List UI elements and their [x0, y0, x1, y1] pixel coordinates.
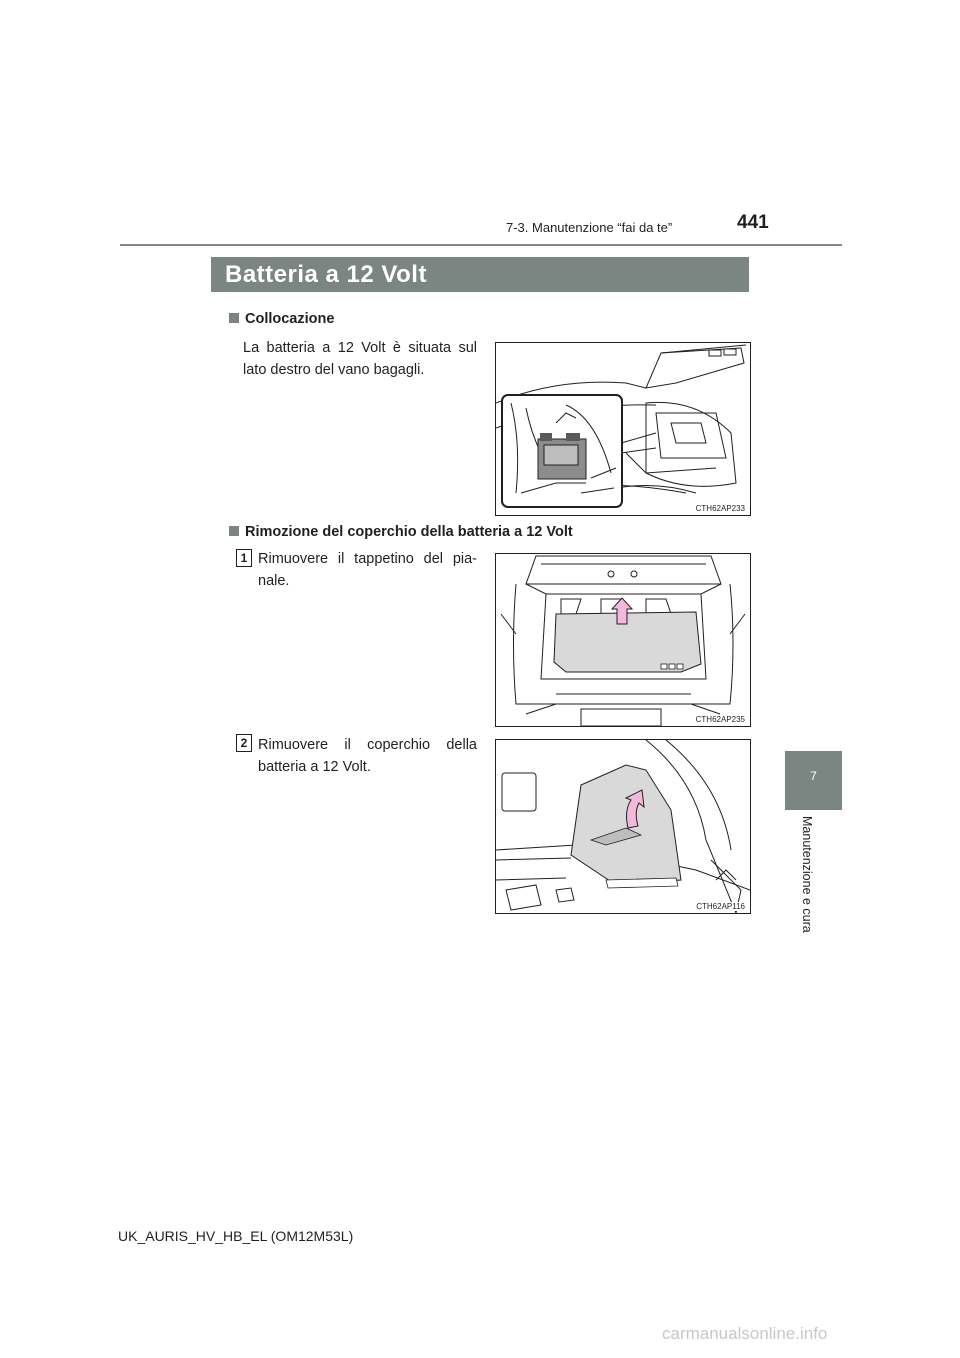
page-title: Batteria a 12 Volt	[225, 261, 427, 288]
figure-code: CTH62AP116	[696, 902, 745, 911]
location-text: La batteria a 12 Volt è situata sul lato destro del vano bagagli.	[243, 340, 477, 378]
figure-battery-location	[495, 342, 751, 516]
header-divider	[120, 244, 842, 246]
subheading-removal	[229, 524, 573, 540]
trunk-rear-view-illustration	[496, 554, 750, 726]
step-1-badge: 1	[236, 549, 252, 567]
section-title: 7-3. Manutenzione “fai da te”	[506, 220, 673, 235]
battery-cover-illustration	[496, 740, 750, 913]
subheading-location-text: Collocazione	[245, 311, 335, 327]
step-2-badge: 2	[236, 734, 252, 752]
figure-floor-mat	[495, 553, 751, 727]
inset-battery-detail	[502, 395, 622, 507]
chapter-label: Manutenzione e cura	[800, 816, 814, 933]
figure-battery-cover	[495, 739, 751, 914]
step-1-text: Rimuovere il tappetino del pia-nale.	[258, 551, 477, 589]
watermark: carmanualsonline.info	[662, 1324, 828, 1343]
page-title-bar	[211, 257, 749, 292]
step-2-text: Rimuovere il coperchio della batteria a 12 Volt.	[258, 737, 477, 775]
figure-code: CTH62AP235	[695, 715, 745, 724]
square-bullet-icon	[229, 313, 239, 323]
subheading-removal-text: Rimozione del coperchio della batteria a 12 Volt	[245, 524, 573, 540]
square-bullet-icon	[229, 526, 239, 536]
subheading-location	[229, 311, 334, 327]
figure-code: CTH62AP233	[695, 504, 745, 513]
page-number: 441	[737, 212, 769, 233]
chapter-number: 7	[810, 769, 817, 783]
document-code: UK_AURIS_HV_HB_EL (OM12M53L)	[118, 1228, 354, 1244]
car-trunk-open-illustration	[496, 343, 750, 515]
chapter-tab[interactable]	[785, 751, 842, 810]
